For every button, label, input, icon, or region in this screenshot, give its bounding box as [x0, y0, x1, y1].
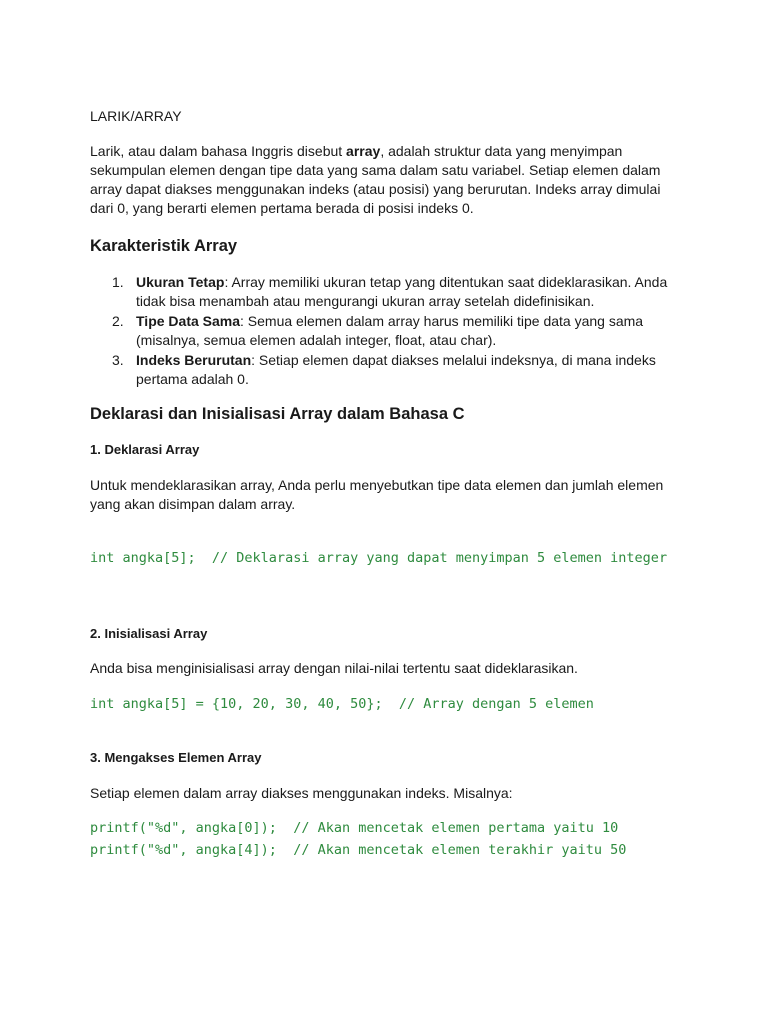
code-block-deklarasi: int angka[5]; // Deklarasi array yang dapat menyimpan 5 elemen integer: [90, 550, 668, 566]
inisialisasi-paragraph: Anda bisa menginisialisasi array dengan nilai-nilai tertentu saat dideklarasikan.: [90, 660, 578, 676]
list-item-number: 3.: [112, 352, 124, 368]
mengakses-paragraph: Setiap elemen dalam array diakses menggunakan indeks. Misalnya:: [90, 785, 513, 801]
intro-bold-term: array: [346, 143, 381, 159]
list-item-number: 1.: [112, 274, 124, 290]
list-item-term: Indeks Berurutan: [136, 352, 252, 368]
list-item-term: Ukuran Tetap: [136, 274, 225, 290]
subheading-mengakses-elemen: 3. Mengakses Elemen Array: [90, 750, 262, 765]
subheading-inisialisasi-array: 2. Inisialisasi Array: [90, 626, 208, 641]
list-item: [90, 312, 670, 350]
list-item: [90, 351, 670, 389]
intro-paragraph: [90, 142, 670, 218]
code-block-inisialisasi: int angka[5] = {10, 20, 30, 40, 50}; // Array dengan 5 elemen: [90, 696, 594, 712]
document-title: LARIK/ARRAY: [90, 108, 182, 124]
intro-text-start: Larik, atau dalam bahasa Inggris disebut: [90, 143, 347, 159]
intro-text-end: , adalah struktur data yang menyimpan sekumpulan elemen dengan tipe data yang sama dalam satu variabel. Setiap elemen dalam array dapat diakses menggunakan indeks (atau posisi) yang berurutan. Indeks array dimulai dari 0, yang berarti elemen pertama berada di posisi indeks 0.: [90, 143, 661, 216]
section-heading-karakteristik: Karakteristik Array: [90, 237, 238, 255]
list-item-text: : Semua elemen dalam array harus memiliki tipe data yang sama (misalnya, semua elemen adalah integer, float, atau char).: [136, 313, 644, 348]
list-item-text: : Array memiliki ukuran tetap yang ditentukan saat dideklarasikan. Anda tidak bisa menambah atau mengurangi ukuran array setelah didefinisikan.: [136, 274, 668, 309]
list-item-term: Tipe Data Sama: [136, 313, 241, 329]
list-item-text: : Setiap elemen dapat diakses melalui indeksnya, di mana indeks pertama adalah 0.: [136, 352, 656, 387]
characteristics-list: [90, 273, 670, 389]
code-line-access-first: printf("%d", angka[0]); // Akan mencetak elemen pertama yaitu 10: [90, 820, 619, 836]
list-item: [90, 273, 670, 311]
list-item-number: 2.: [112, 313, 124, 329]
section-heading-deklarasi: Deklarasi dan Inisialisasi Array dalam Bahasa C: [90, 405, 465, 423]
code-line-access-last: printf("%d", angka[4]); // Akan mencetak elemen terakhir yaitu 50: [90, 842, 627, 858]
subheading-deklarasi-array: 1. Deklarasi Array: [90, 442, 200, 457]
deklarasi-paragraph: Untuk mendeklarasikan array, Anda perlu menyebutkan tipe data elemen dan jumlah elemen yang akan disimpan dalam array.: [90, 477, 664, 512]
